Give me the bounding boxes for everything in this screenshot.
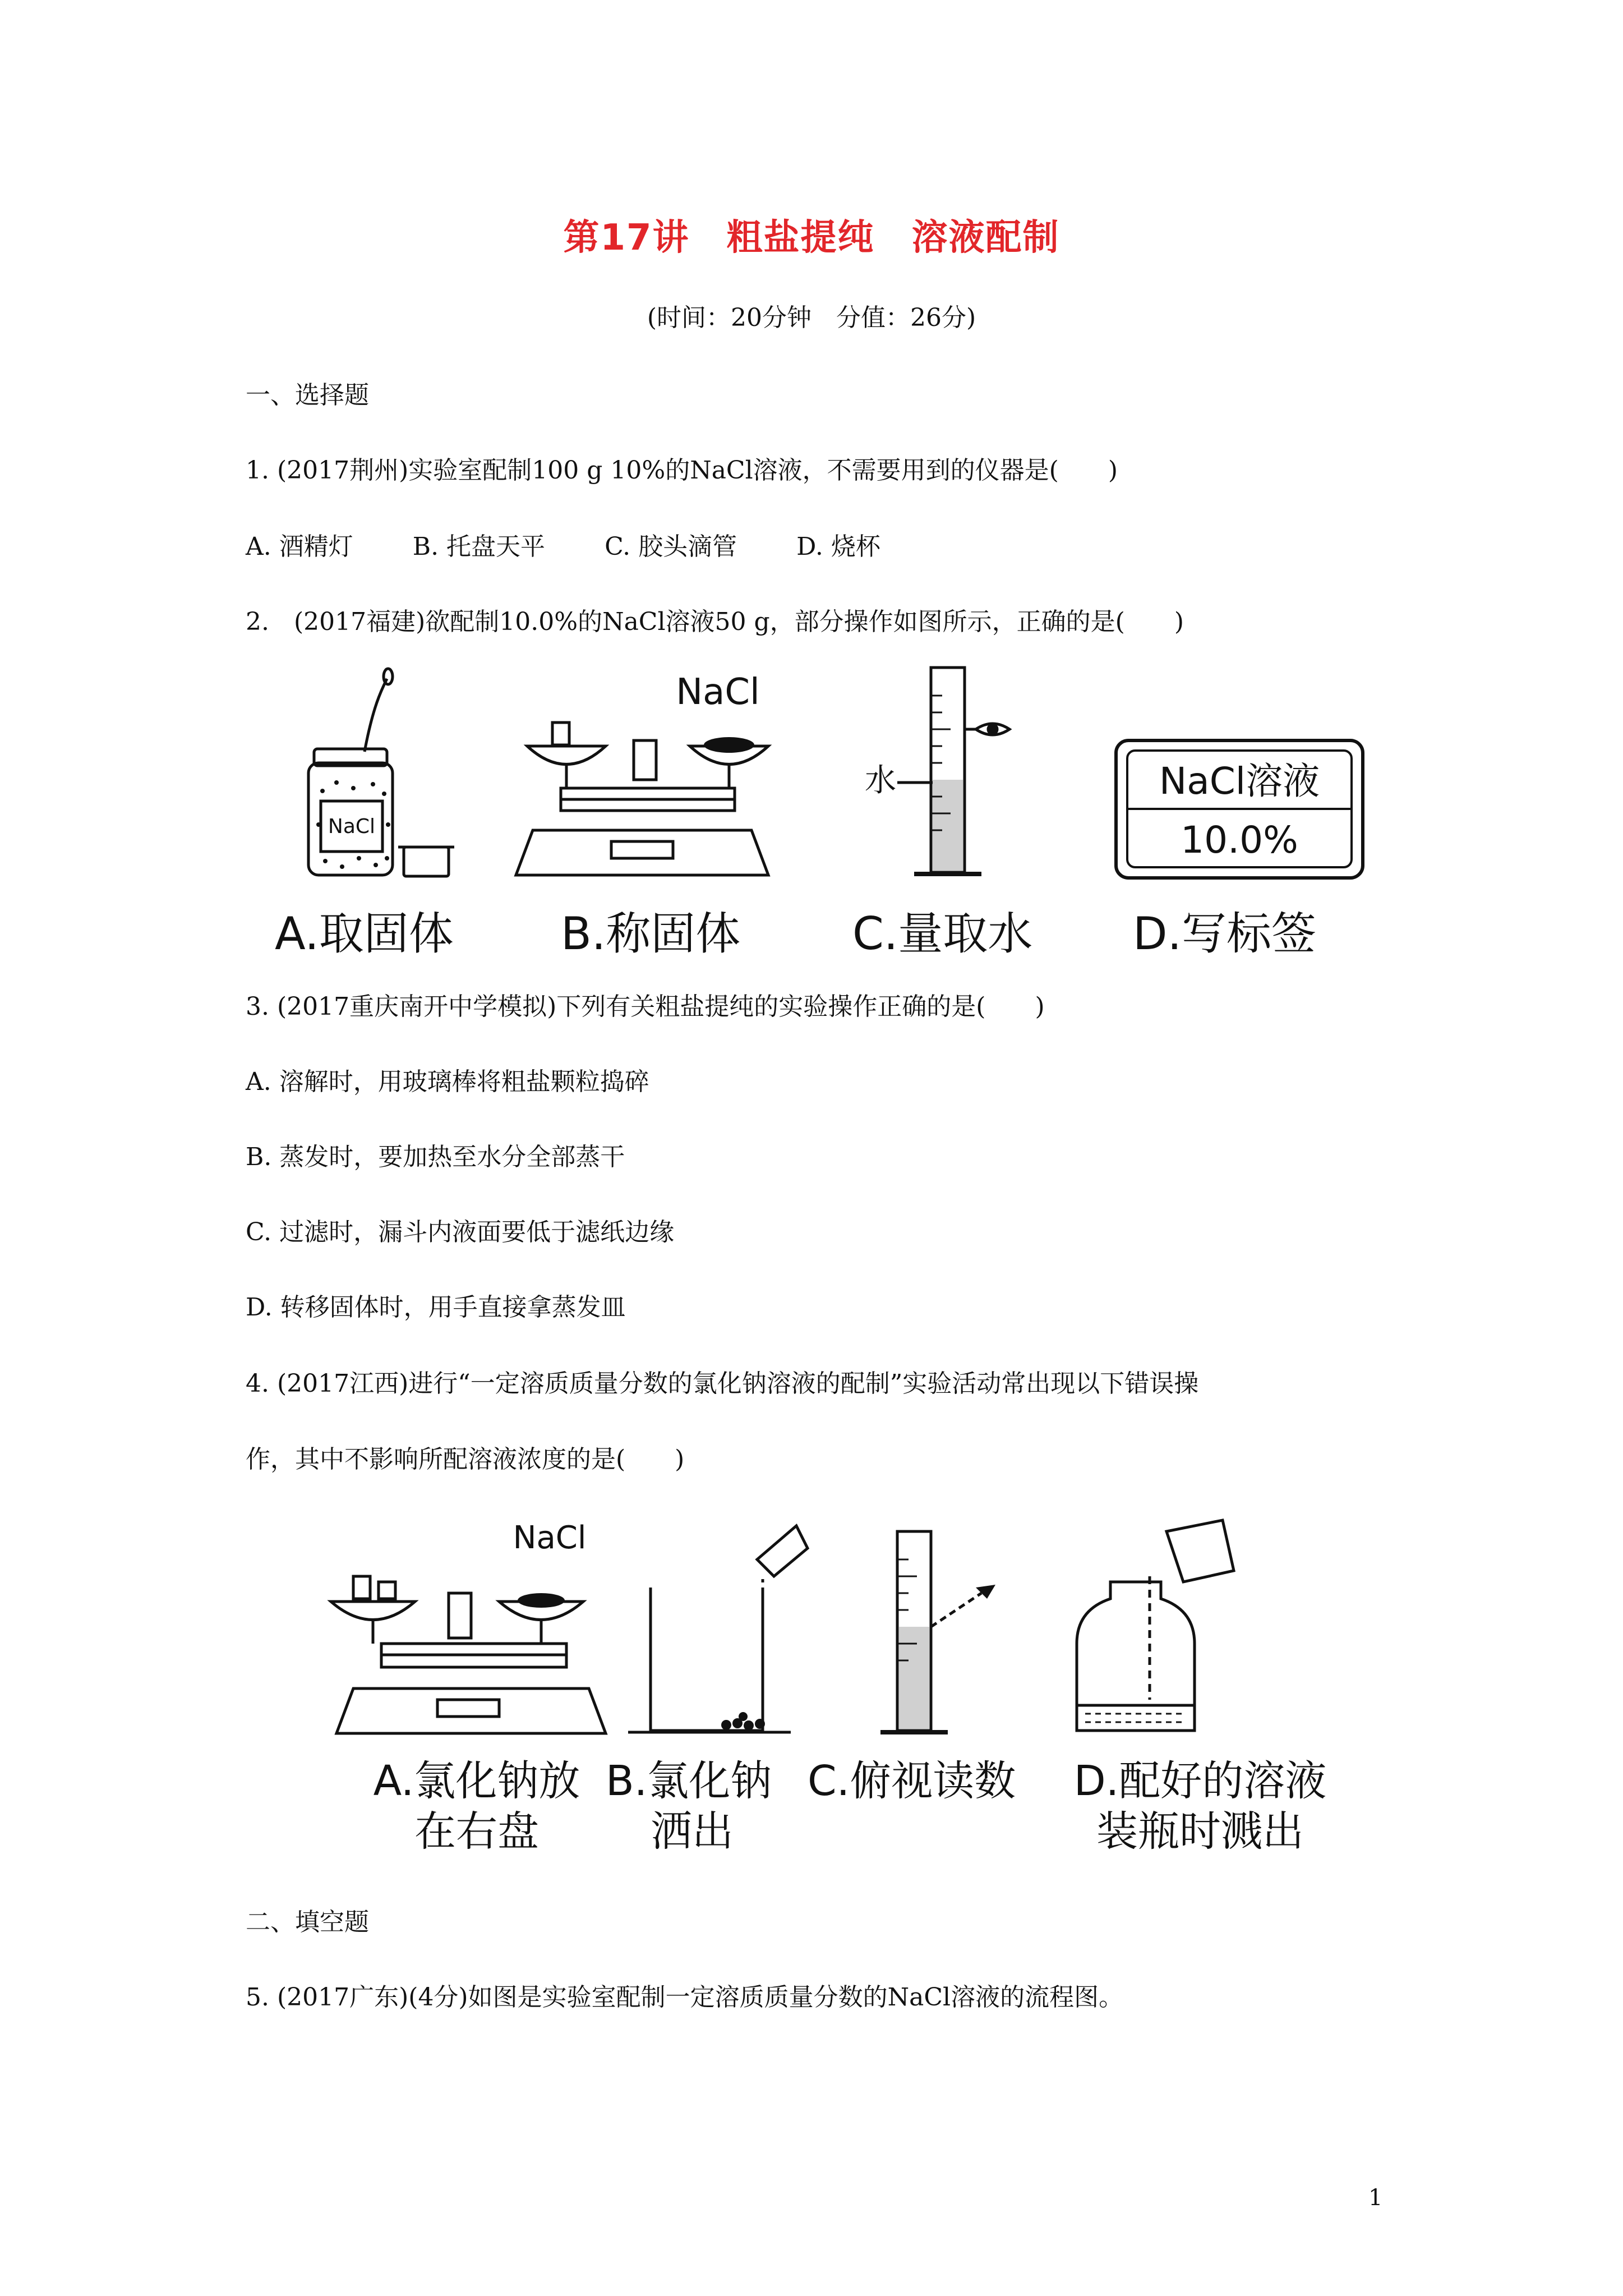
- question-1-options: [246, 526, 932, 562]
- cylinder-overhead-view-illustration: [880, 1531, 981, 1732]
- q1-option-c: C. 胶头滴管: [605, 532, 737, 561]
- beaker-spill-illustration: [628, 1526, 808, 1732]
- question-1-stem: 1. (2017荆州)实验室配制100 g 10%的NaCl溶液，不需要用到的仪器是( ): [246, 456, 1118, 485]
- question-4-stem-line-1: 4. (2017江西)进行“一定溶质质量分数的氯化钠溶液的配制”实验活动常出现以下错误操: [246, 1369, 1199, 1398]
- q4-caption-d: D.配好的溶液 装瓶时溅出: [1073, 1757, 1327, 1856]
- q2-caption-d: D.写标签: [1133, 908, 1317, 960]
- water-label: 水: [865, 762, 896, 799]
- tag-line-1: NaCl溶液: [1159, 760, 1320, 803]
- spilled-salt: [721, 1712, 765, 1731]
- tag-line-2: 10.0%: [1181, 818, 1298, 862]
- page-subtitle: (时间：20分钟 分值：26分): [647, 303, 976, 332]
- page-title: 第17讲 粗盐提纯 溶液配制: [563, 217, 1060, 259]
- question-4-stem-line-2: 作，其中不影响所配溶液浓度的是( ): [246, 1445, 685, 1474]
- q1-option-a: A. 酒精灯: [246, 532, 353, 561]
- graduated-cylinder-illustration: [897, 668, 1009, 874]
- q4-caption-a: A.氯化钠放 在右盘: [373, 1757, 580, 1856]
- q3-option-c: C. 过滤时，漏斗内液面要低于滤纸边缘: [246, 1218, 675, 1246]
- q4-caption-c: C.俯视读数: [808, 1757, 1016, 1805]
- question-2-figure: [269, 656, 1368, 970]
- q4-illustrations: [314, 1515, 1368, 1739]
- section-heading-fill: 二、填空题: [246, 1908, 369, 1936]
- q4-balance-label: NaCl: [513, 1520, 587, 1556]
- q4-caption-b: B.氯化钠 洒出: [606, 1757, 772, 1856]
- q2-illustrations: [269, 656, 1368, 881]
- q3-option-b: B. 蒸发时，要加热至水分全部蒸干: [246, 1143, 625, 1171]
- bottle-liquid-lines: [1085, 1714, 1186, 1722]
- question-4-figure: [314, 1515, 1368, 1862]
- page-number: 1: [1368, 2185, 1383, 2211]
- q1-option-b: B. 托盘天平: [412, 532, 546, 561]
- q3-option-a: A. 溶解时，用玻璃棒将粗盐颗粒捣碎: [246, 1068, 649, 1096]
- balance-label: NaCl: [676, 671, 760, 713]
- jar-label: NaCl: [328, 815, 376, 838]
- question-2-stem: 2. (2017福建)欲配制10.0%的NaCl溶液50 g，部分操作如图所示，正确的是( ): [246, 608, 1184, 636]
- balance-salt-pile: [518, 1593, 565, 1608]
- question-5-stem: 5. (2017广东)(4分)如图是实验室配制一定溶质质量分数的NaCl溶液的流程图。: [246, 1983, 1124, 2012]
- reagent-jar-illustration: [308, 669, 454, 876]
- bottle-pouring-illustration: [1077, 1520, 1234, 1731]
- question-3-stem: 3. (2017重庆南开中学模拟)下列有关粗盐提纯的实验操作正确的是( ): [246, 992, 1045, 1021]
- eye-icon: [976, 1585, 995, 1599]
- section-heading-choice: 一、选择题: [246, 381, 369, 409]
- q2-caption-b: B.称固体: [561, 908, 741, 960]
- q2-caption-c: C.量取水: [852, 908, 1033, 960]
- q2-caption-a: A.取固体: [275, 908, 454, 960]
- balance-salt-pile: [704, 737, 754, 753]
- q3-option-d: D. 转移固体时，用手直接拿蒸发皿: [246, 1293, 626, 1322]
- q1-option-d: D. 烧杯: [796, 532, 880, 561]
